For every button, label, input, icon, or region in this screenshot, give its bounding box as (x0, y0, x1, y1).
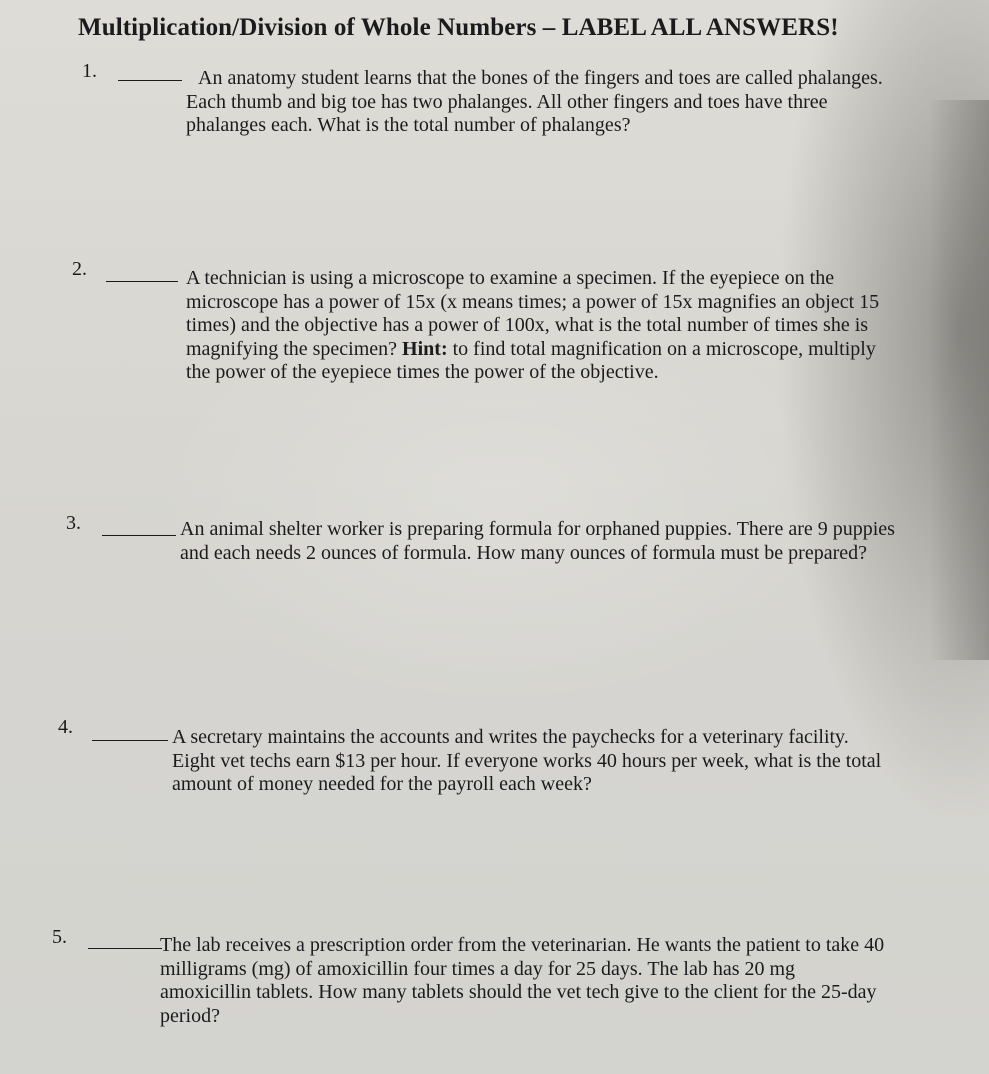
question-5-number: 5. (52, 926, 67, 948)
question-3-text: An animal shelter worker is preparing formula for orphaned puppies. There are 9 puppies and each needs 2 ounces of formula. How many ounces of formula must be prepared? (180, 518, 895, 564)
question-5-answer-blank[interactable] (88, 948, 162, 949)
page-edge-shadow (929, 100, 989, 660)
question-2-answer-blank[interactable] (106, 281, 178, 282)
question-2-text (186, 267, 896, 385)
question-4-number: 4. (58, 716, 73, 738)
worksheet-title: Multiplication/Division of Whole Numbers – LABEL ALL ANSWERS! (78, 14, 839, 41)
question-1-answer-blank[interactable] (118, 80, 182, 81)
question-3-answer-blank[interactable] (102, 535, 176, 536)
question-1-number: 1. (82, 60, 97, 82)
question-2-number: 2. (72, 258, 87, 280)
question-3-number: 3. (66, 512, 81, 534)
question-1-text: An anatomy student learns that the bones of the fingers and toes are called phalanges. Each thumb and big toe has two phalanges. All other fingers and toes have three phalanges each. What is the total number of phalanges? (186, 67, 883, 136)
question-4-answer-blank[interactable] (92, 740, 168, 741)
question-2-body: A technician is using a microscope to examine a specimen. If the eyepiece on the microscope has a power of 15x (x means times; a power of 15x magnifies an object 15 times) and the objective has a power of 100x, what is the total number of times she is magnifying the specimen? (186, 267, 880, 360)
question-5-text: The lab receives a prescription order from the veterinarian. He wants the patient to take 40 milligrams (mg) of amoxicillin four times a day for 25 days. The lab has 20 mg amoxicillin tablets. How many tablets should the vet tech give to the client for the 25-day period? (160, 934, 885, 1027)
question-2-hint-text: to find total magnification on a microscope, multiply the power of the eyepiece times the power of the objective. (186, 337, 876, 383)
question-4-text: A secretary maintains the accounts and writes the paychecks for a veterinary facility. Eight vet techs earn $13 per hour. If everyone works 40 hours per week, what is the total amount of money needed for the payroll each week? (172, 726, 882, 795)
question-2-hint-label: Hint: (402, 337, 448, 360)
